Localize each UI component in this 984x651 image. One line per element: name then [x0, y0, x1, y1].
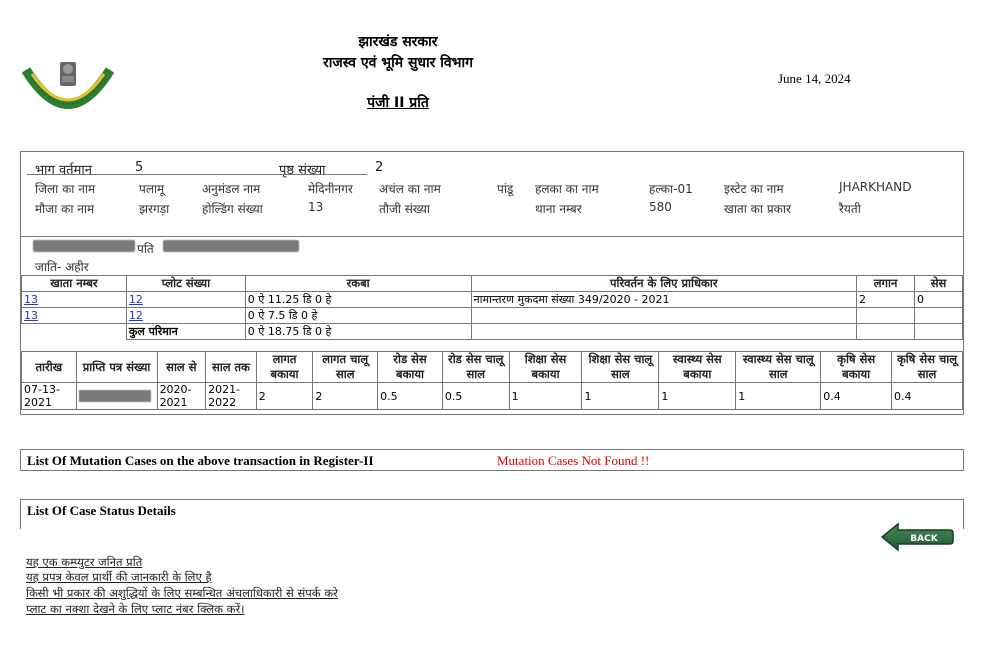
thana-label: थाना नम्बर: [535, 202, 582, 216]
govt-title: झारखंड सरकार: [358, 34, 438, 50]
back-button-label: BACK: [910, 534, 938, 544]
swasthya-chalu-cell: 1: [736, 383, 821, 410]
lagat-bakaya-cell: 2: [256, 383, 313, 410]
rakba-cell: 0 ऐ 7.5 डि 0 हे: [245, 308, 471, 324]
total-value: 0 ऐ 18.75 डि 0 हे: [245, 324, 471, 340]
col-khata: खाता नम्बर: [22, 276, 127, 292]
divider: [21, 236, 963, 237]
footer-note: यह एक कम्प्युटर जनित प्रति: [26, 555, 143, 569]
bhag-label: भाग वर्तमान: [35, 163, 92, 178]
table-row: [22, 308, 963, 324]
road-chalu-cell: 0.5: [442, 383, 509, 410]
anchal-value: पांडू: [497, 182, 514, 196]
footer-note: किसी भी प्रकार की अशुद्धियों के लिए सम्बन्धित अंचलाधिकारी से संपर्क करे: [26, 586, 338, 600]
col-lagan: लगान: [857, 276, 915, 292]
col-swasthya-bakaya: स्वास्थ्य सेस बकाया: [659, 352, 736, 383]
redacted-husband-name: [163, 240, 299, 252]
krishi-chalu-cell: 0.4: [892, 383, 963, 410]
khata-type-label: खाता का प्रकार: [724, 202, 791, 216]
redacted-owner-name: [33, 240, 135, 252]
thana-value: 580: [649, 200, 672, 214]
total-label: कुल परिमान: [126, 324, 245, 340]
col-saal-tak: साल तक: [206, 352, 257, 383]
pati-label: पति: [137, 242, 154, 256]
case-status-label: List Of Case Status Details: [27, 503, 176, 518]
col-road-chalu: रोड सेस चालू साल: [442, 352, 509, 383]
register-title: पंजी II प्रति: [367, 95, 429, 111]
anumandal-label: अनुमंडल नाम: [202, 182, 261, 196]
footer-note: प्लाट का नक्शा देखने के लिए प्लाट नंबर क्लिक करें।: [26, 602, 245, 616]
case-status-box: [20, 499, 964, 529]
mutation-cases-label: List Of Mutation Cases on the above transaction in Register-II: [27, 453, 374, 468]
col-road-bakaya: रोड सेस बकाया: [378, 352, 443, 383]
pradhikar-cell: नामान्तरण मुकदमा संख्या 349/2020 - 2021: [471, 292, 857, 308]
mutation-cases-status: Mutation Cases Not Found !!: [497, 453, 650, 468]
bhag-value: 5: [135, 160, 144, 175]
holding-value: 13: [308, 200, 324, 214]
khata-type-value: रैयती: [839, 202, 861, 216]
receipt-cell: [76, 383, 157, 410]
total-row: [22, 324, 963, 340]
col-lagat-chalu: लागत चालू साल: [313, 352, 378, 383]
anumandal-value: मेदिनीनगर: [308, 182, 353, 196]
estate-value: JHARKHAND: [839, 180, 912, 194]
col-plot: प्लोट संख्या: [126, 276, 245, 292]
col-date: तारीख: [22, 352, 77, 383]
road-bakaya-cell: 0.5: [378, 383, 443, 410]
date-cell: 07-13-2021: [22, 383, 77, 410]
col-saal-se: साल से: [157, 352, 206, 383]
lagan-cell: 2: [857, 292, 915, 308]
ses-cell: [915, 308, 963, 324]
mauja-value: झरगड़ा: [139, 202, 170, 216]
shiksha-bakaya-cell: 1: [509, 383, 582, 410]
halka-value: हल्का-01: [649, 182, 693, 196]
khata-link[interactable]: 13: [24, 309, 38, 322]
fees-table: [21, 351, 963, 410]
jharkhand-govt-logo: [22, 60, 114, 122]
jila-value: पलामू: [139, 182, 165, 196]
prishth-value: 2: [375, 160, 384, 175]
tauji-label: तौजी संख्या: [379, 202, 430, 216]
divider: [27, 174, 367, 175]
plot-link[interactable]: 12: [128, 309, 143, 322]
krishi-bakaya-cell: 0.4: [821, 383, 892, 410]
lagan-cell: [857, 308, 915, 324]
jati-text: जाति- अहीर: [35, 260, 89, 274]
rakba-cell: 0 ऐ 11.25 डि 0 हे: [245, 292, 471, 308]
department-title: राजस्व एवं भूमि सुधार विभाग: [322, 55, 474, 71]
fees-table-header: [22, 352, 963, 383]
col-shiksha-bakaya: शिक्षा सेस बकाया: [509, 352, 582, 383]
estate-label: इस्टेट का नाम: [724, 182, 784, 196]
col-lagat-bakaya: लागत बकाया: [256, 352, 313, 383]
col-ses: सेस: [915, 276, 963, 292]
col-krishi-bakaya: कृषि सेस बकाया: [821, 352, 892, 383]
plot-table: [21, 275, 963, 340]
footer-note: यह प्रपत्र केवल प्रार्थी की जानकारी के लिए है: [26, 570, 212, 584]
col-shiksha-chalu: शिक्षा सेस चालू साल: [582, 352, 659, 383]
col-krishi-chalu: कृषि सेस चालू साल: [892, 352, 963, 383]
holding-label: होल्डिंग संख्या: [202, 202, 263, 216]
plot-table-header: [22, 276, 963, 292]
khata-link[interactable]: 13: [24, 293, 38, 306]
saal-tak-cell: 2021-2022: [206, 383, 257, 410]
col-swasthya-chalu: स्वास्थ्य सेस चालू साल: [736, 352, 821, 383]
lagat-chalu-cell: 2: [313, 383, 378, 410]
date-text: June 14, 2024: [778, 71, 851, 86]
register-details-box: [20, 151, 964, 415]
mauja-label: मौजा का नाम: [35, 202, 95, 216]
shiksha-chalu-cell: 1: [582, 383, 659, 410]
table-row: [22, 383, 963, 410]
prishth-label: पृष्ठ संख्या: [279, 163, 326, 178]
back-button[interactable]: [880, 522, 954, 552]
mutation-cases-box: [20, 449, 964, 471]
col-receipt: प्राप्ति पत्र संख्या: [76, 352, 157, 383]
saal-se-cell: 2020-2021: [157, 383, 206, 410]
plot-link[interactable]: 12: [128, 293, 143, 306]
anchal-label: अचंल का नाम: [379, 182, 441, 196]
redacted-receipt-number: [79, 390, 151, 402]
col-rakba: रकबा: [245, 276, 471, 292]
swasthya-bakaya-cell: 1: [659, 383, 736, 410]
pradhikar-cell: [471, 308, 857, 324]
jila-label: जिला का नाम: [35, 182, 96, 196]
table-row: [22, 292, 963, 308]
halka-label: हलका का नाम: [535, 182, 599, 196]
col-pradhikar: परिवर्तन के लिए प्राधिकार: [471, 276, 857, 292]
ses-cell: 0: [915, 292, 963, 308]
